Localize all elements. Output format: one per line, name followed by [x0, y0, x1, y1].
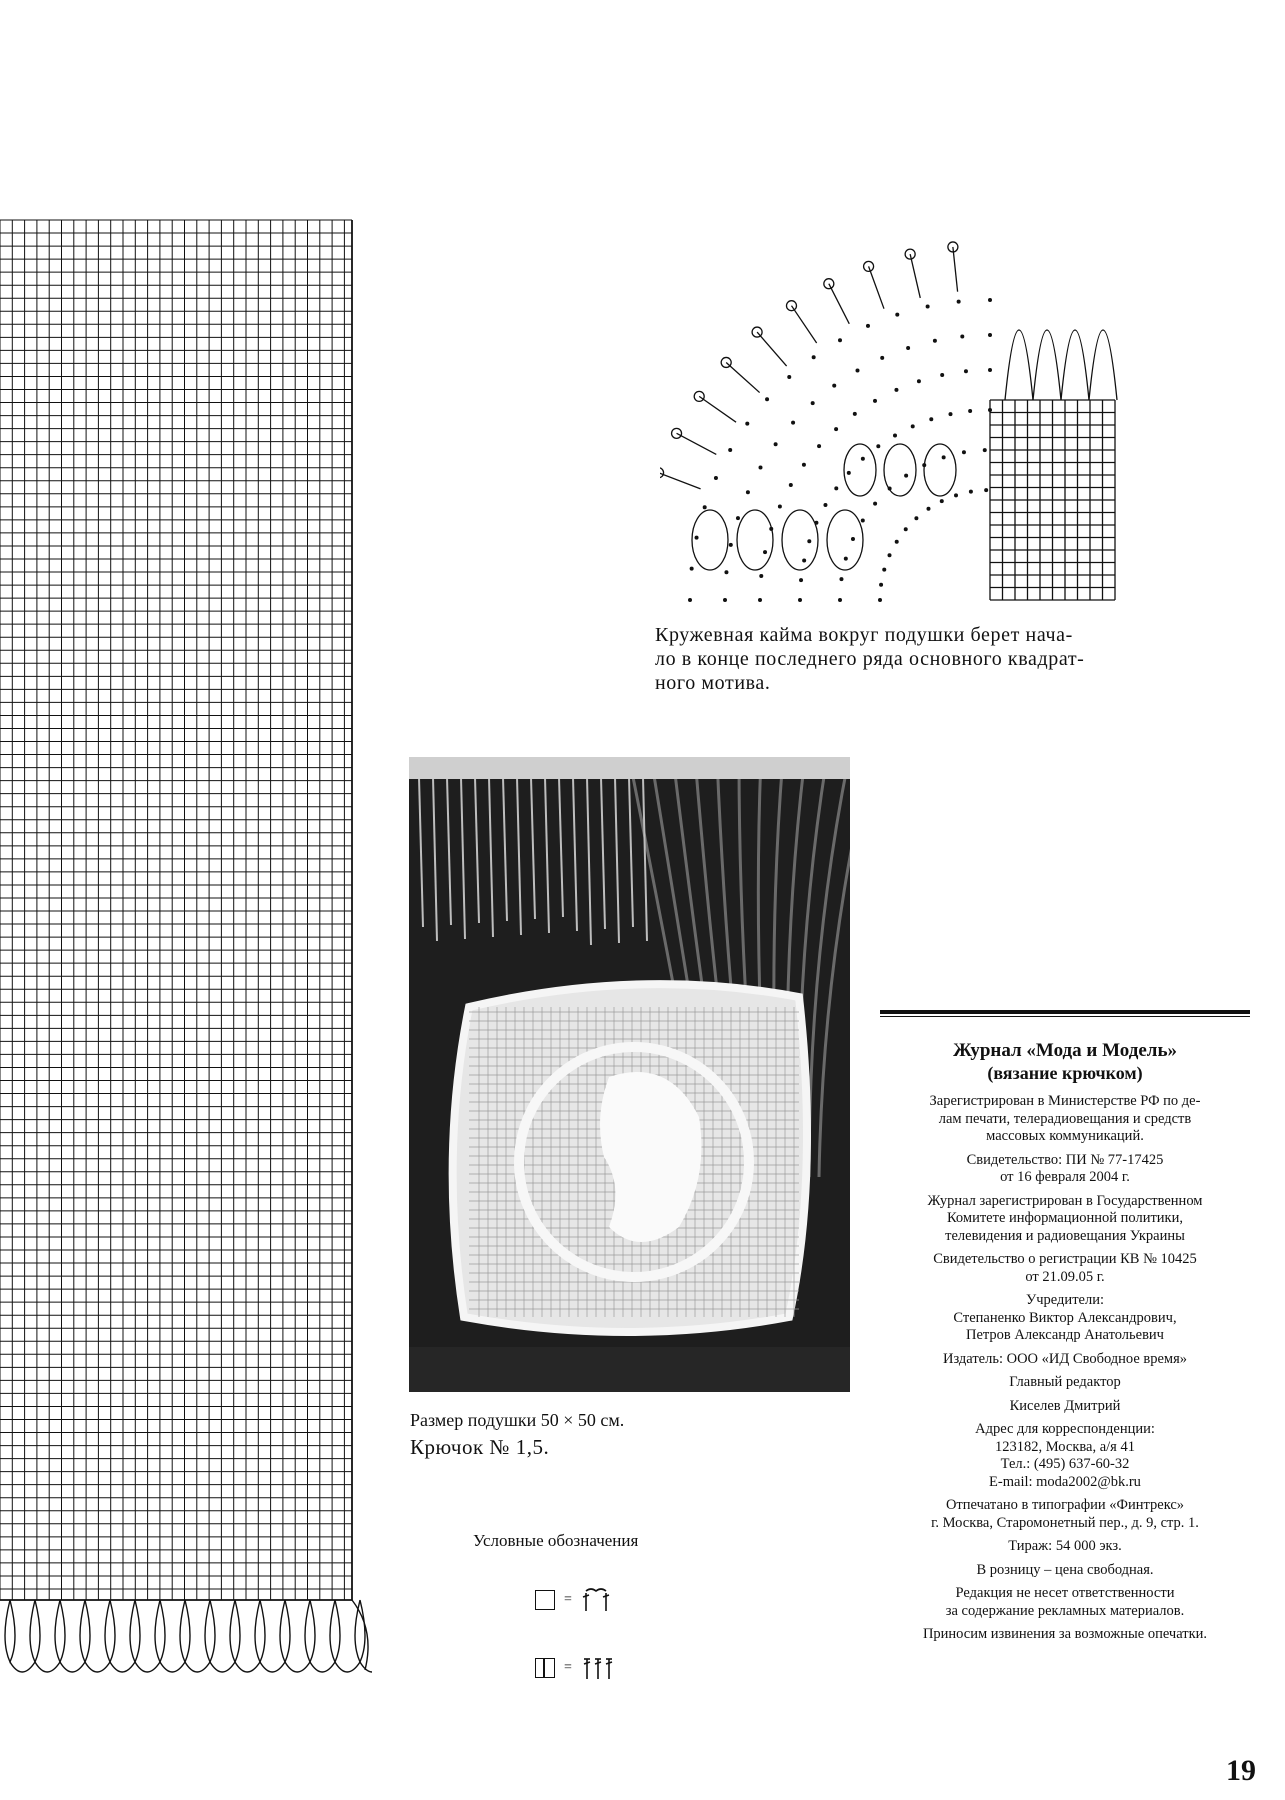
email-link[interactable]: E-mail: moda2002@bk.ru	[989, 1473, 1141, 1490]
ukraine-certificate-text: Свидетельство о регистрации КВ № 10425 от 21.09.05 г.	[933, 1251, 1197, 1285]
founders-text: Учредители: Степаненко Виктор Александрович, Петров Александр Анатольевич	[953, 1292, 1177, 1343]
apology-text: Приносим извинения за возможные опечатки.	[922, 1626, 1208, 1642]
circulation-text: Тираж: 54 000 экз.	[1008, 1538, 1122, 1554]
edging-caption-line: Кружевная кайма вокруг подушки берет нача-	[655, 624, 1073, 646]
address-text: Адрес для корреспонденции: 123182, Москва, а/я 41 Тел.: (495) 637-60-32 E-mail: moda2002@bk.ru	[880, 1421, 1250, 1491]
page-number: 19	[1226, 1754, 1256, 1787]
registration-text: Зарегистрирован в Министерстве РФ по де- лам печати, телерадиовещания и средств массовых коммуникаций.	[929, 1093, 1201, 1144]
lace-edging-chart	[660, 120, 1130, 620]
imprint-rule	[880, 1016, 1250, 1017]
legend-item-filled	[535, 1655, 615, 1681]
filled-square-icon	[535, 1658, 555, 1678]
disclaimer-text: Редакция не несет ответственности за содержание рекламных материалов.	[945, 1585, 1185, 1619]
printing-text: Отпечатано в типографии «Финтрекс» г. Москва, Старомонетный пер., д. 9, стр. 1.	[931, 1497, 1199, 1531]
legend-equals: =	[564, 1592, 572, 1607]
chain-mesh-symbol-icon	[581, 1587, 611, 1613]
magazine-title: Журнал «Мода и Модель»	[952, 1040, 1177, 1061]
edging-caption-line: ло в конце последнего ряда основного квадрат-	[655, 648, 1085, 670]
legend-item-empty	[535, 1587, 611, 1613]
editor-title: Главный редактор	[1009, 1374, 1121, 1390]
pillow-size-text: Размер подушки 50 × 50 см.	[410, 1410, 625, 1430]
ukraine-registration-text: Журнал зарегистрирован в Государственном Комитете информационной политики, телевидения и радиовещания Украины	[927, 1192, 1203, 1244]
imprint-rule	[880, 1010, 1250, 1014]
empty-square-icon	[535, 1590, 555, 1610]
edging-caption	[655, 623, 1155, 695]
pillow-photo	[409, 757, 850, 1392]
certificate-text: Свидетельство: ПИ № 77-17425 от 16 февраля 2004 г.	[966, 1151, 1164, 1185]
price-text: В розницу – цена свободная.	[976, 1561, 1154, 1578]
double-crochet-symbol-icon	[581, 1655, 615, 1681]
magazine-subtitle: (вязание крючком)	[987, 1063, 1143, 1083]
editor-name: Киселев Дмитрий	[1009, 1397, 1121, 1414]
hook-size-text: Крючок № 1,5.	[410, 1435, 550, 1459]
legend-title: Условные обозначения	[473, 1531, 639, 1550]
imprint-block	[880, 1040, 1250, 1650]
legend-equals: =	[564, 1660, 572, 1675]
publisher-text: Издатель: ООО «ИД Свободное время»	[942, 1350, 1188, 1367]
edging-caption-line: ного мотива.	[655, 672, 771, 694]
filet-grid-chart	[0, 210, 372, 1710]
